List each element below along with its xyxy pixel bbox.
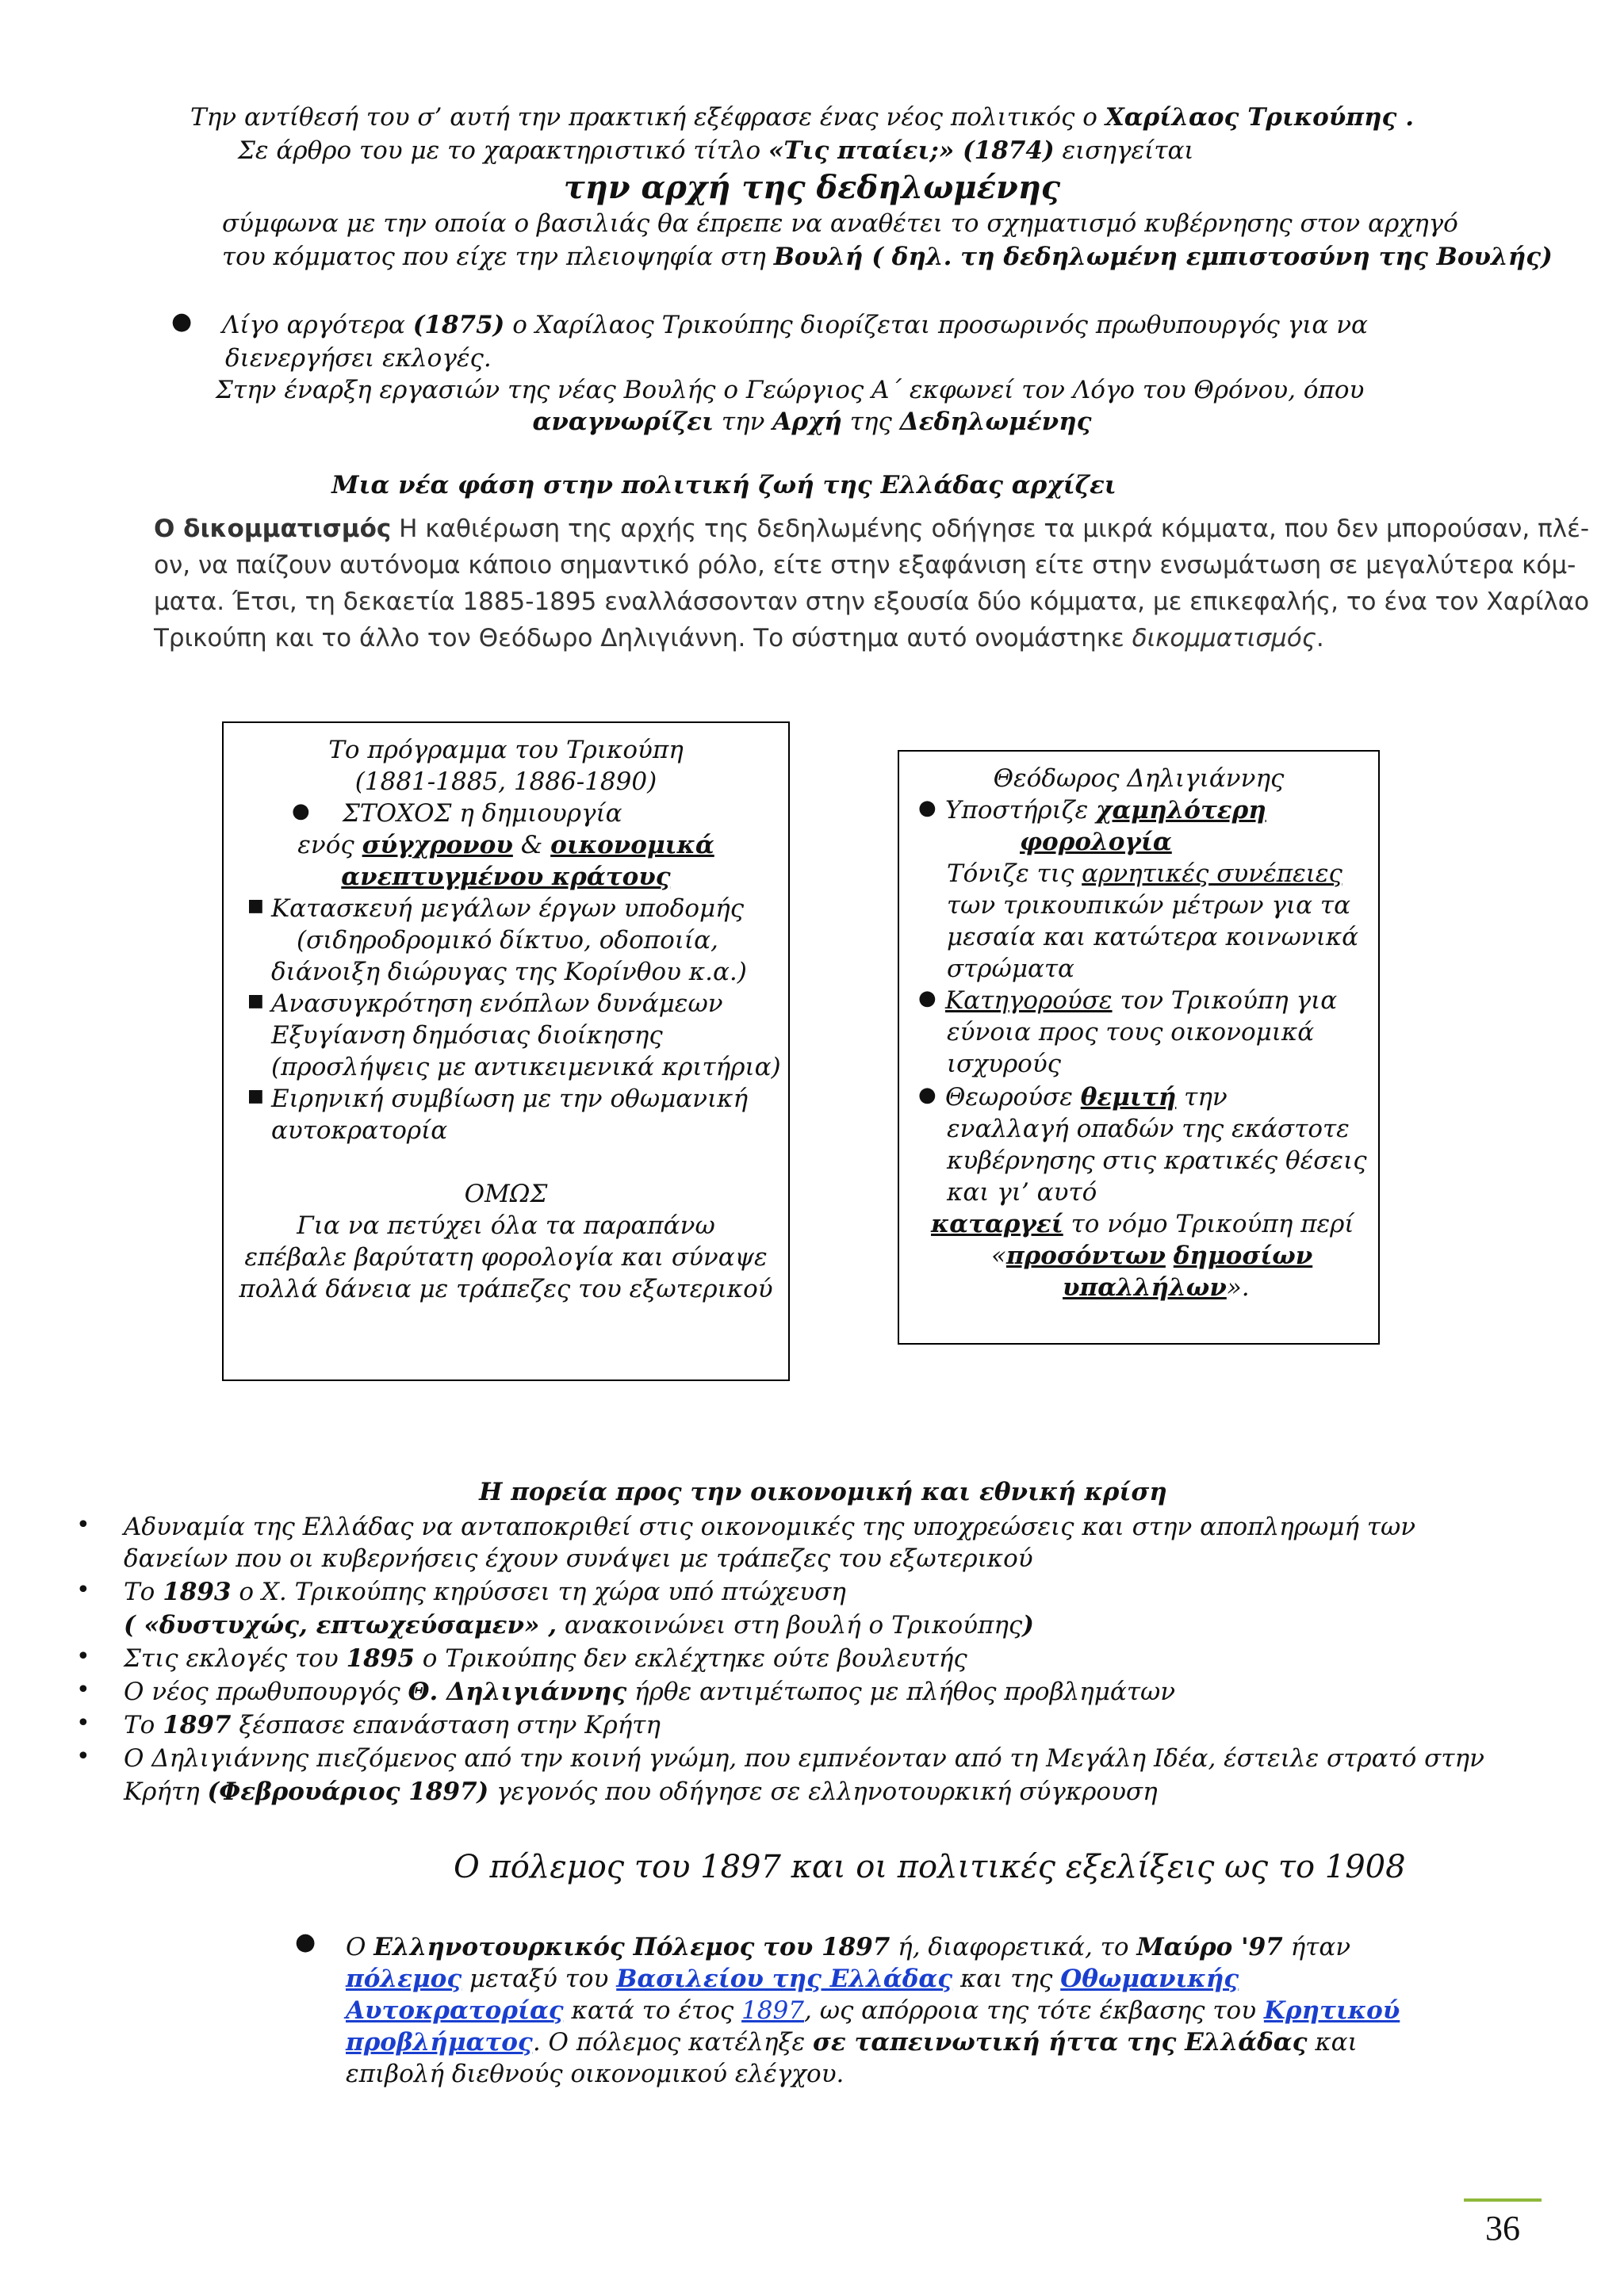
bipartisan-term: Ο δικομματισμός xyxy=(154,515,392,543)
r2-line-3: μεσαία και κατώτερα κοινωνικά xyxy=(947,923,1359,951)
square-bullet: ■ xyxy=(247,1086,264,1106)
intro-line-5 xyxy=(222,241,1553,273)
intro-text: του κόμματος που είχε την πλειοψηφία στη xyxy=(222,243,774,271)
war-name: Ελληνοτουρκικός Πόλεμος του 1897 xyxy=(373,1933,891,1961)
text: μεταξύ του xyxy=(462,1965,617,1993)
text: ξέσπασε επανάσταση στην Κρήτη xyxy=(231,1711,661,1739)
text: ) xyxy=(1022,1611,1034,1640)
bullet-dot: • xyxy=(76,1743,90,1770)
text: Κρήτη xyxy=(124,1777,208,1806)
text: και της xyxy=(952,1965,1061,1993)
principle: Αρχή xyxy=(772,408,842,436)
text: ο Τρικούπης δεν εκλέχτηκε ούτε βουλευτής xyxy=(414,1644,967,1673)
text: Το xyxy=(124,1578,163,1606)
box-right-title: Θεόδωρος Δηλιγιάννης xyxy=(993,764,1285,793)
square-bullet: ■ xyxy=(247,991,264,1011)
text: την xyxy=(714,408,773,436)
intro-text: Σε άρθρο του με το χαρακτηριστικό τίτλο xyxy=(238,136,769,165)
r3-line-3: ισχυρούς xyxy=(947,1050,1062,1078)
war-1 xyxy=(346,1931,1350,1963)
economically: οικονομικά xyxy=(550,831,714,859)
war-3 xyxy=(346,1995,1400,2026)
text: Θεωρούσε xyxy=(945,1083,1081,1112)
r4-line-1 xyxy=(945,1081,1228,1113)
accused: Κατηγορούσε xyxy=(945,986,1113,1015)
war-2 xyxy=(346,1963,1239,1995)
text: ». xyxy=(1226,1273,1250,1302)
r3-line-2: εύνοια προς τους οικονομικά xyxy=(947,1018,1315,1047)
item-3b: αυτοκρατορία xyxy=(271,1116,448,1145)
crisis-3 xyxy=(124,1643,967,1674)
quote: ( «δυστυχώς, επτωχεύσαμεν» , xyxy=(124,1611,557,1640)
item-1a: Κατασκευή μεγάλων έργων υποδομής xyxy=(271,894,745,923)
r5-line-1 xyxy=(931,1208,1354,1240)
war-5: επιβολή διεθνούς οικονομικού ελέγχου. xyxy=(346,2060,845,2088)
text: ενός xyxy=(297,831,362,859)
r2-line-4: στρώματα xyxy=(947,955,1074,983)
r3-line-1 xyxy=(945,985,1337,1016)
goal-line-1: ΣΤΟΧΟΣ η δημιουργία xyxy=(343,799,622,828)
intro-line-4: σύμφωνα με την οποία ο βασιλιάς θα έπρεπε να αναθέτει το σχηματισμό κυβέρνησης στον αρχηγό xyxy=(222,209,1458,238)
r1-line-2 xyxy=(1020,826,1172,858)
text: . xyxy=(1316,624,1324,652)
link-problem[interactable]: προβλήματος xyxy=(346,2028,533,2057)
link-empire[interactable]: Αυτοκρατορίας xyxy=(346,1996,564,2025)
text: Στις εκλογές του xyxy=(124,1644,347,1673)
but-line-3: πολλά δάνεια με τράπεζες του εξωτερικού xyxy=(239,1275,773,1303)
text: το νόμο Τρικούπη περί xyxy=(1063,1210,1354,1238)
goal-line-2 xyxy=(224,829,788,861)
text: Ο xyxy=(346,1933,374,1961)
intro-text: Την αντίθεσή του σ’ αυτή την πρακτική εξέφρασε ένας νέος πολιτικός ο xyxy=(190,103,1105,132)
crisis-6b xyxy=(124,1776,1158,1808)
bullet1-line-1 xyxy=(222,309,1368,341)
year: 1897 xyxy=(163,1711,232,1739)
text: « xyxy=(991,1242,1006,1270)
bipartisan-line-2: ον, να παίζουν αυτόνομα κάποιο σημαντικό ρόλο, είτε στην εξαφάνιση είτε στην ενσωμάτωση σε μεγαλύτερα κόμ- xyxy=(154,551,1576,580)
text: & xyxy=(512,831,551,859)
bullet-dot: • xyxy=(76,1576,90,1604)
text: Τρικούπη και το άλλο τον Θεόδωρο Δηλιγιάννη. Το σύστημα αυτό ονομάστηκε xyxy=(154,624,1132,652)
bullet-dot: ● xyxy=(295,1928,316,1956)
text xyxy=(1166,1242,1174,1270)
bipartisan-line-4 xyxy=(154,620,1324,656)
bullet-dot: • xyxy=(76,1643,90,1670)
declared: Δεδηλωμένης xyxy=(899,408,1092,436)
bullet1-line-2: διενεργήσει εκλογές. xyxy=(225,344,492,373)
article-title: «Τις πταίει;» (1874) xyxy=(768,136,1055,165)
crisis-5 xyxy=(124,1709,661,1741)
crisis-2a xyxy=(124,1576,846,1608)
intro-text: εισηγείται xyxy=(1054,136,1194,165)
legitimate: θεμιτή xyxy=(1080,1083,1177,1112)
text: τον Τρικούπη για xyxy=(1112,986,1338,1015)
abolishes: καταργεί xyxy=(931,1210,1063,1238)
crisis-heading xyxy=(0,1476,1624,1508)
crisis-1a: Αδυναμία της Ελλάδας να ανταποκριθεί στις οικονομικές της υποχρεώσεις και στην αποπληρωμή των xyxy=(124,1513,1416,1541)
text: ο Χαρίλαος Τρικούπης διορίζεται προσωρινός πρωθυπουργός για να xyxy=(504,311,1368,339)
text: γεγονός που οδήγησε σε ελληνοτουρκική σύγκρουση xyxy=(488,1777,1158,1806)
square-bullet: ■ xyxy=(247,896,264,916)
r4-line-2: εναλλαγή οπαδών της εκάστοτε xyxy=(947,1115,1350,1143)
r2-line-2: των τρικουπικών μέτρων για τα xyxy=(947,891,1351,920)
bullet1-line-3: Στην έναρξη εργασιών της νέας Βουλής ο Γεώργιος Α΄ εκφωνεί τον Λόγο του Θρόνου, όπου xyxy=(216,376,1365,404)
text: Η καθιέρωση της αρχής της δεδηλωμένης οδήγησε τα μικρά κόμματα, που δεν μπορούσαν, πλέ- xyxy=(391,515,1590,543)
box-left-years: (1881-1885, 1886-1890) xyxy=(354,767,657,796)
developed-state: ανεπτυγμένου κράτους xyxy=(341,863,671,891)
parliament-confidence: Βουλή ( δηλ. τη δεδηλωμένη εμπιστοσύνη της Βουλής) xyxy=(773,243,1553,271)
text: . Ο πόλεμος κατέληξε xyxy=(532,2028,813,2057)
black-97: Μαύρο '97 xyxy=(1136,1933,1283,1961)
r1-line-1 xyxy=(945,794,1266,826)
recognizes: αναγνωρίζει xyxy=(532,408,714,436)
bullet1-line-4 xyxy=(0,406,1624,438)
crisis-6a: Ο Δηλιγιάννης πιεζόμενος από την κοινή γνώμη, που εμπνέονταν από τη Μεγάλη Ιδέα, έστειλε στρατό στην xyxy=(124,1744,1484,1773)
but-line-1: Για να πετύχει όλα τα παραπάνω xyxy=(297,1211,715,1240)
date: (Φεβρουάριος 1897) xyxy=(207,1777,489,1806)
intro-line-1 xyxy=(190,101,1414,133)
year: 1893 xyxy=(163,1578,232,1606)
r5-line-3 xyxy=(1063,1272,1250,1303)
war-heading: Ο πόλεμος του 1897 και οι πολιτικές εξελίξεις ως το 1908 xyxy=(454,1849,1406,1885)
intro-line-2 xyxy=(238,135,1194,166)
bullet-dot: • xyxy=(76,1511,90,1539)
item-2b: Εξυγίανση δημόσιας διοίκησης xyxy=(271,1021,663,1050)
text: ήρθε αντιμέτωπος με πλήθος προβλημάτων xyxy=(626,1678,1176,1706)
year-1875: (1875) xyxy=(412,311,505,339)
bullet-dot: ● xyxy=(292,799,310,823)
deligiannis-box xyxy=(898,750,1380,1345)
bullet-dot: ● xyxy=(918,986,936,1010)
r2-line-1 xyxy=(947,858,1342,890)
bullet-dot: • xyxy=(76,1709,90,1737)
text: την xyxy=(1176,1083,1228,1112)
link-kingdom-of-greece[interactable]: Βασιλείου της Ελλάδας xyxy=(616,1965,953,1993)
text: Ο νέος πρωθυπουργός xyxy=(124,1678,408,1706)
principle-heading: την αρχή της δεδηλωμένης xyxy=(563,169,1061,206)
taxation: φορολογία xyxy=(1020,828,1172,856)
text: ήταν xyxy=(1282,1933,1351,1961)
but-label: ΟΜΩΣ xyxy=(464,1180,548,1208)
but-line-2: επέβαλε βαρύτατη φορολογία και σύναψε xyxy=(244,1243,768,1272)
page-number: 36 xyxy=(1464,2198,1542,2248)
text: Υποστήριζε xyxy=(945,796,1097,825)
r4-line-4: και γι’ αυτό xyxy=(947,1178,1097,1207)
item-3a: Ειρηνική συμβίωση με την οθωμανική xyxy=(271,1085,749,1113)
item-2a: Ανασυγκρότηση ενόπλων δυνάμεων xyxy=(271,989,723,1018)
link-1897[interactable]: 1897 xyxy=(741,1996,804,2025)
bullet-dot: ● xyxy=(918,796,936,820)
text: , ως απόρροια της τότε έκβασης του xyxy=(803,1996,1264,2025)
crisis-heading-text: Η πορεία προς την οικονομική και εθνική κρίση xyxy=(479,1478,1167,1506)
link-war[interactable]: πόλεμος xyxy=(346,1965,462,1993)
item-1c: διάνοιξη διώρυγας της Κορίνθου κ.α.) xyxy=(271,958,747,986)
text: ή, διαφορετικά, το xyxy=(890,1933,1137,1961)
crisis-2b xyxy=(124,1609,1034,1641)
r5-line-2 xyxy=(991,1240,1312,1272)
phase-heading-text: Μια νέα φάση στην πολιτική ζωή της Ελλάδας αρχίζει xyxy=(331,471,1116,499)
text: Λίγο αργότερα xyxy=(222,311,413,339)
lower: χαμηλότερη xyxy=(1096,796,1266,825)
employees: υπαλλήλων xyxy=(1063,1273,1227,1302)
bipartisan-line-3: ματα. Έτσι, τη δεκαετία 1885-1895 εναλλάσσονταν στην εξουσία δύο κόμματα, με επικεφαλής, το ένα τον Χαρίλαο xyxy=(154,587,1590,616)
link-ottoman[interactable]: Οθωμανικής xyxy=(1060,1965,1239,1993)
text: Το xyxy=(124,1711,163,1739)
defeat: σε ταπεινωτική ήττα της Ελλάδας xyxy=(812,2028,1308,2057)
text: κατά το έτος xyxy=(563,1996,742,2025)
item-2c: (προσλήψεις με αντικειμενικά κριτήρια) xyxy=(271,1053,781,1081)
trikoupis-name: Χαρίλαος Τρικούπης . xyxy=(1105,103,1414,132)
bipartisan-line-1 xyxy=(154,511,1589,547)
bullet-dot: ● xyxy=(171,308,193,335)
modern: σύγχρονου xyxy=(362,831,513,859)
trikoupis-program-box xyxy=(222,721,790,1381)
crisis-1b: δανείων που οι κυβερνήσεις έχουν συνάψει με τράπεζες του εξωτερικού xyxy=(124,1544,1033,1573)
year: 1895 xyxy=(346,1644,415,1673)
bullet-dot: ● xyxy=(918,1083,936,1107)
text: Τόνιζε τις xyxy=(947,859,1082,888)
text: της xyxy=(841,408,900,436)
bipartisan-term-italic: δικομματισμός xyxy=(1132,624,1316,652)
qualifications: προσόντων xyxy=(1005,1242,1166,1270)
goal-line-3 xyxy=(224,861,788,893)
text: ανακοινώνει στη βουλή ο Τρικούπης xyxy=(556,1611,1023,1640)
box-left-title: Το πρόγραμμα του Τρικούπη xyxy=(328,736,684,764)
war-4 xyxy=(346,2026,1358,2058)
r4-line-3: κυβέρνησης στις κρατικές θέσεις xyxy=(947,1146,1367,1175)
item-1b: (σιδηροδρομικό δίκτυο, οδοποιία, xyxy=(297,926,718,955)
link-cretan[interactable]: Κρητικού xyxy=(1263,1996,1400,2025)
name: Θ. Δηλιγιάννης xyxy=(408,1678,627,1706)
public: δημοσίων xyxy=(1173,1242,1313,1270)
text: και xyxy=(1307,2028,1358,2057)
phase-heading xyxy=(0,469,1448,501)
text: ο Χ. Τρικούπης κηρύσσει τη χώρα υπό πτώχευση xyxy=(231,1578,846,1606)
crisis-4 xyxy=(124,1676,1175,1708)
bullet-dot: • xyxy=(76,1676,90,1704)
negative-consequences: αρνητικές συνέπειες xyxy=(1082,859,1342,888)
